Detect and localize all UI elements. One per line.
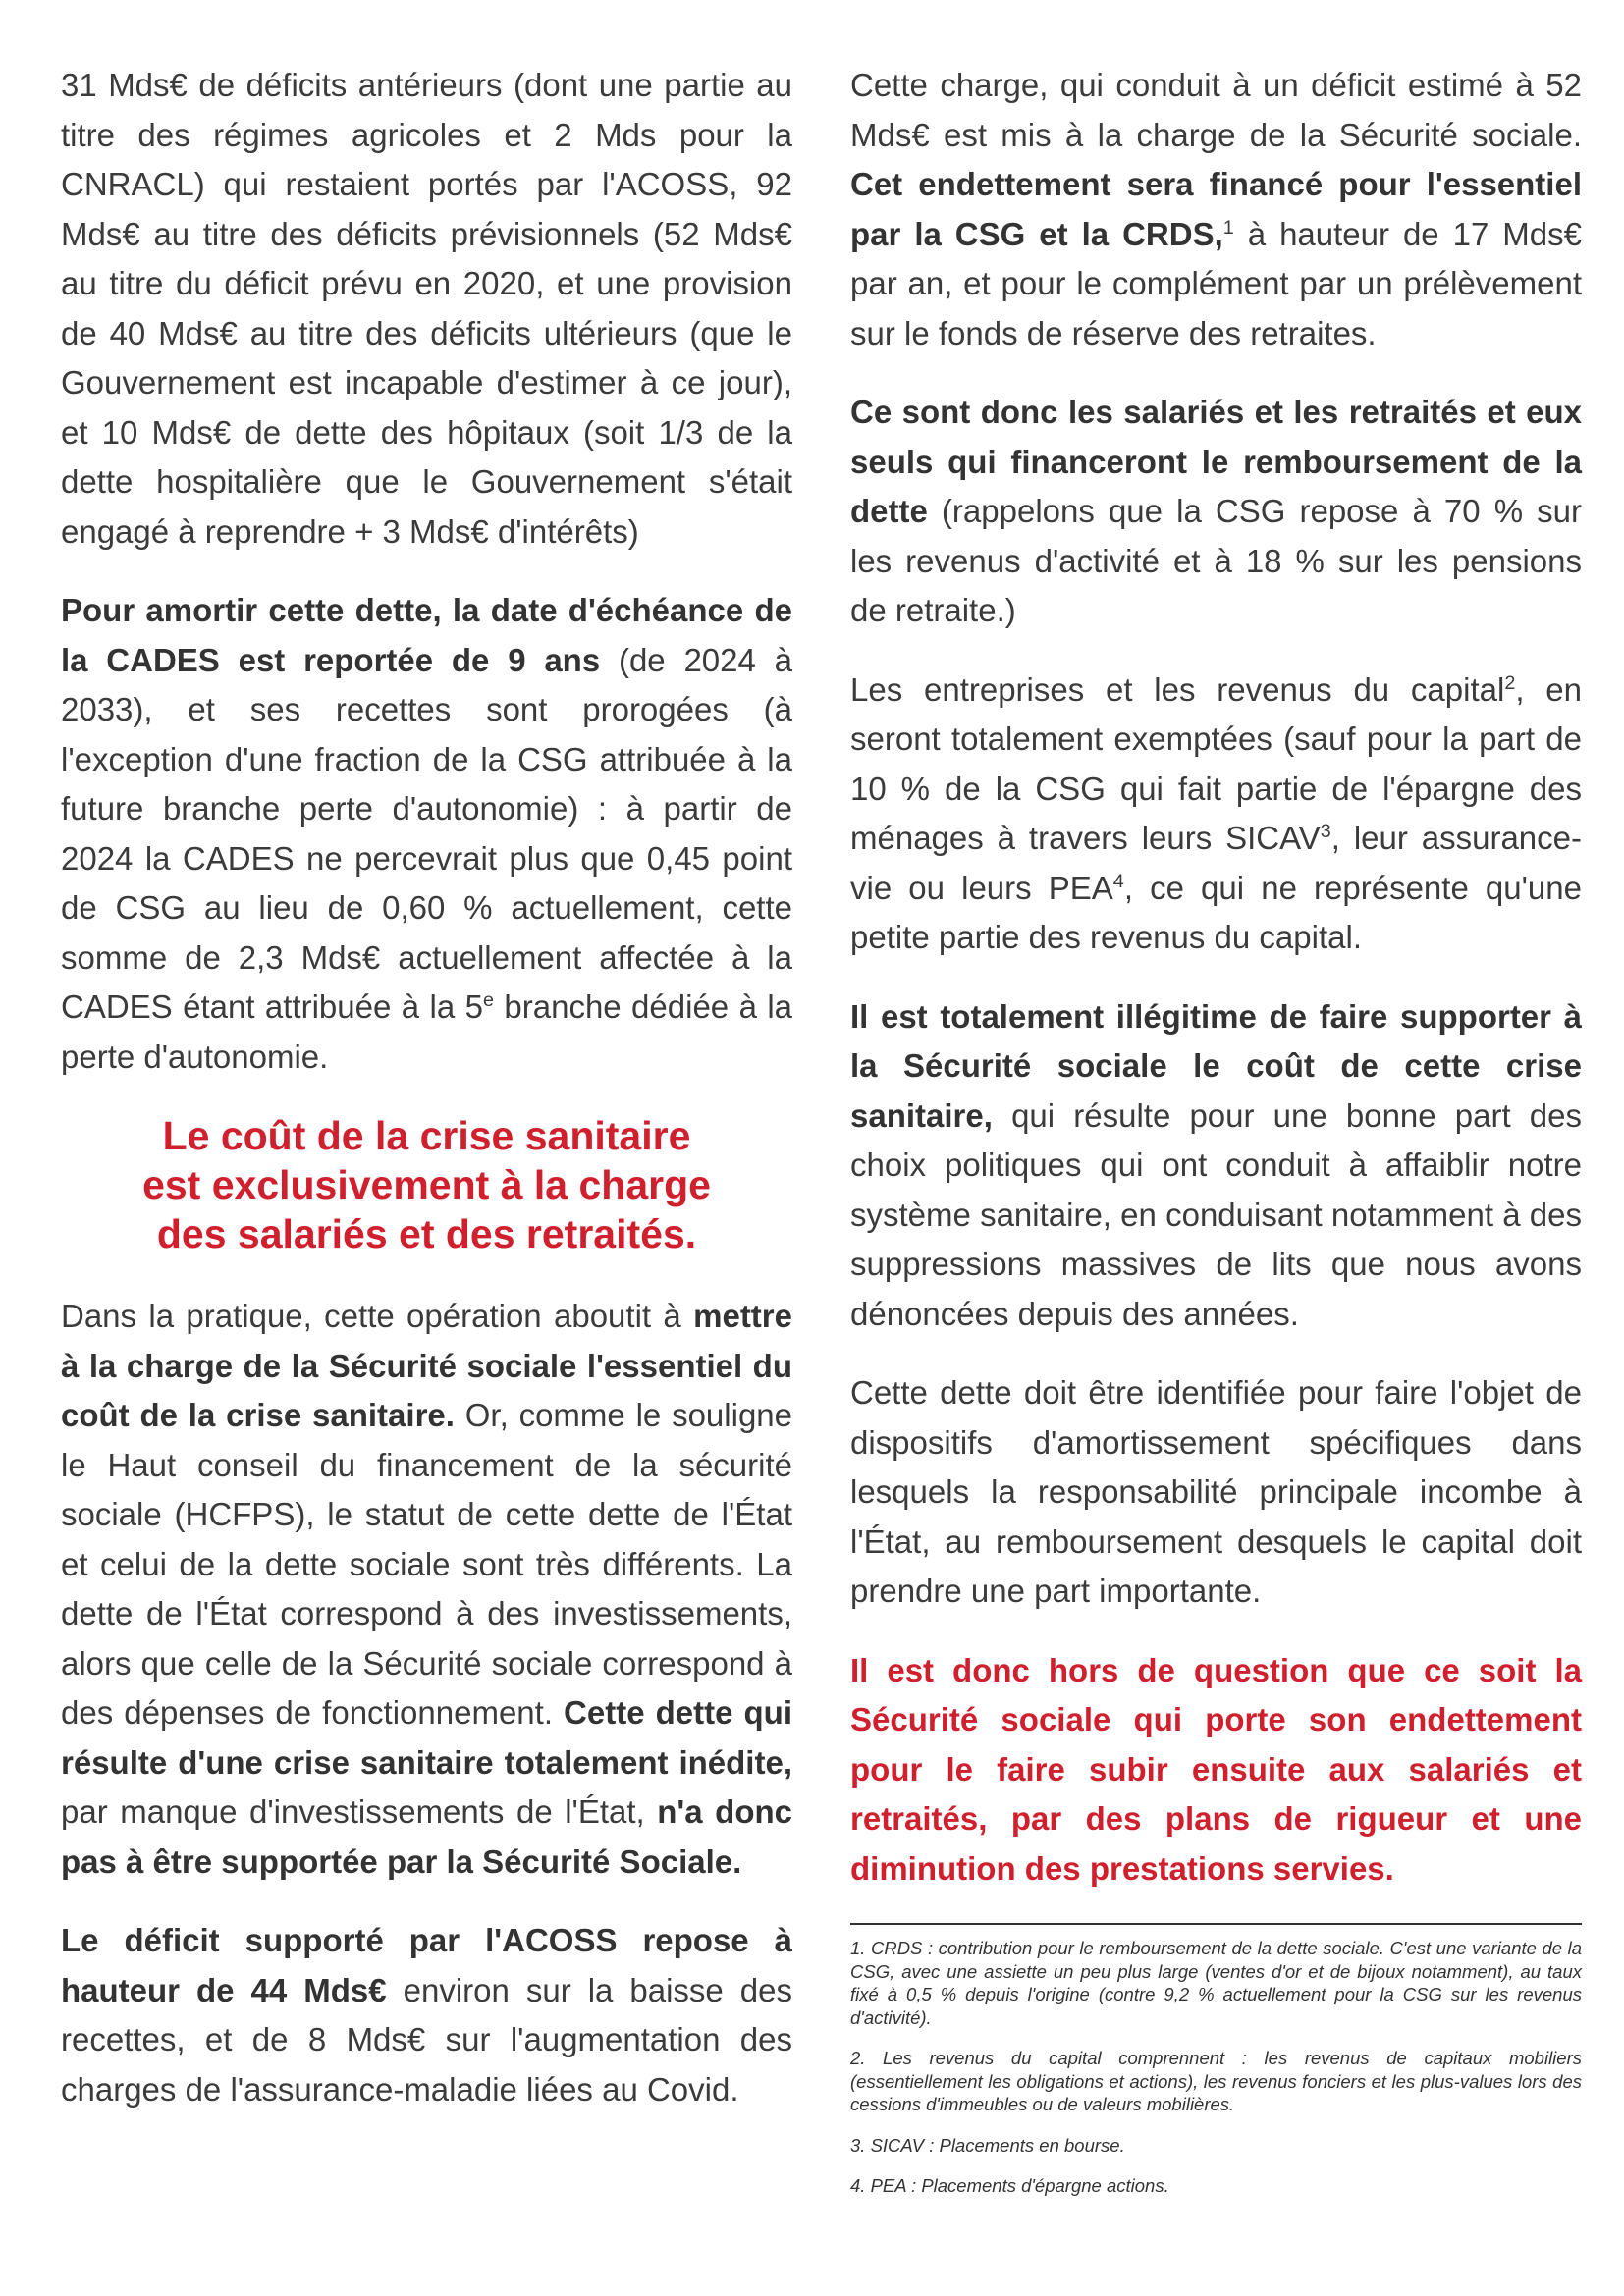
paragraph-identifiee: Cette dette doit être identifiée pour faire l'objet de dispositifs d'amortissement spécifiques dans lesquels la responsabilité principale incombe à l'État, au remboursement desquels le capital doit prendre une part importante. bbox=[850, 1374, 1582, 1609]
paragraph-acoss: Le déficit supporté par l'ACOSS repose à hauteur de 44 Mds€ environ sur la baisse des recettes, et de 8 Mds€ sur l'augmentation des charges de l'assurance-maladie liées au Covid. bbox=[61, 1922, 792, 2108]
paragraph-conclusion: Il est donc hors de question que ce soit la Sécurité sociale qui porte son endettement pour le faire subir ensuite aux salariés et retraités, par des plans de rigueur et une diminution des prestations servies. bbox=[850, 1651, 1582, 1887]
footnotes bbox=[850, 1937, 1582, 2198]
bold-cades: Pour amortir cette dette, la date d'échéance de la CADES est reportée de 9 ans bbox=[61, 592, 792, 678]
footnote-3: 3. SICAV : Placements en bourse. bbox=[850, 2134, 1125, 2156]
paragraph-salaries: Ce sont donc les salariés et les retraités et eux seuls qui financeront le remboursement de la dette (rappelons que la CSG repose à 70 % sur les revenus d'activité et à 18 % sur les pensions de retraite.) bbox=[850, 394, 1582, 628]
paragraph-entreprises: Les entreprises et les revenus du capital$^2$, en seront totalement exemptées (sauf pour la part de 10 % de la CSG qui fait partie de l'épargne des ménages à travers leurs SICAV$^3$, leur assurance-vie ou leurs PEA$^4$, ce qui ne représente qu'une petite partie des revenus du capital. bbox=[850, 670, 1582, 955]
left-column bbox=[61, 61, 792, 2144]
footnote-1: 1. CRDS : contribution pour le remboursement de la dette sociale. C'est une variante de la CSG, avec une assiette un peu plus large (ventes d'or et de bijoux notamment), au taux fixé à 0,5 % depuis l'origine (contre 9,2 % actuellement pour la CSG sur les revenus d'activité). bbox=[850, 1938, 1582, 2028]
paragraph-cades: Pour amortir cette dette, la date d'échéance de la CADES est reportée de 9 ans (de 2024 à 2033), et ses recettes sont prorogées (à l'exception d'une fraction de la CSG attribuée à la future branche perte d'autonomie) : à partir de 2024 la CADES ne percevrait plus que 0,45 point de CSG au lieu de 0,60 % actuellement, cette somme de 2,3 Mds€ actuellement affectée à la CADES étant attribuée à la 5e branche dédiée à la perte d'autonomie. bbox=[61, 592, 793, 1075]
right-column bbox=[850, 61, 1582, 2216]
paragraph-deficits: 31 Mds€ de déficits antérieurs (dont une partie au titre des régimes agricoles et 2 Mds pour la CNRACL) qui restaient portés par l'ACOSS, 92 Mds€ au titre des déficits prévisionnels (52 Mds€ au titre du déficit prévu en 2020, et une provision de 40 Mds€ au titre des déficits ultérieurs (que le Gouvernement est incapable d'estimer à ce jour), et 10 Mds€ de dette des hôpitaux (soit 1/3 de la dette hospitalière que le Gouvernement s'était engagé à reprendre + 3 Mds€ d'intérêts) bbox=[61, 67, 792, 550]
footnote-4: 4. PEA : Placements d'épargne actions. bbox=[850, 2175, 1169, 2196]
section-subheading: Le coût de la crise sanitaire est exclusivement à la charge des salariés et des retraités. bbox=[142, 1113, 711, 1256]
footnote-2: 2. Les revenus du capital comprennent : les revenus de capitaux mobiliers (essentiellement les obligations et actions), les revenus fonciers et les plus-values lors des cessions d'immeubles ou de valeurs mobilières. bbox=[850, 2048, 1582, 2114]
footnotes-divider bbox=[850, 1923, 1582, 1925]
paragraph-illegitime: Il est totalement illégitime de faire supporter à la Sécurité sociale le coût de cette crise sanitaire, qui résulte pour une bonne part des choix politiques qui ont conduit à affaiblir notre système sanitaire, en conduisant notamment à des suppressions massives de lits que nous avons dénoncées depuis des années. bbox=[850, 997, 1582, 1332]
paragraph-charge: Cette charge, qui conduit à un déficit estimé à 52 Mds€ est mis à la charge de la Sécurité sociale. Cet endettement sera financé pour l'essentiel par la CSG et la CRDS,$^1$ à hauteur de 17 Mds€ par an, et pour le complément par un prélèvement sur le fonds de réserve des retraites. bbox=[850, 67, 1582, 351]
paragraph-pratique: Dans la pratique, cette opération aboutit à mettre à la charge de la Sécurité sociale l'essentiel du coût de la crise sanitaire. Or, comme le souligne le Haut conseil du financement de la sécurité sociale (HCFPS), le statut de cette dette de l'État et celui de la dette sociale sont très différents. La dette de l'État correspond à des investissements, alors que celle de la Sécurité sociale correspond à des dépenses de fonctionnement. Cette dette qui résulte d'une crise sanitaire totalement inédite, par manque d'investissements de l'État, n'a donc pas à être supportée par la Sécurité Sociale. bbox=[61, 1298, 792, 1880]
